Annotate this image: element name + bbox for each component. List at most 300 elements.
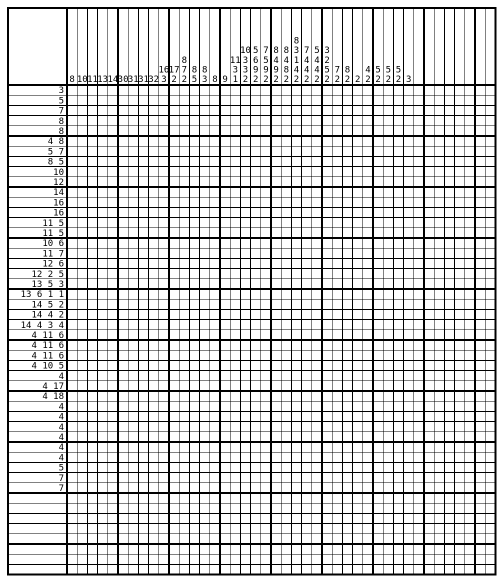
- grid-cell[interactable]: [322, 330, 332, 340]
- grid-cell[interactable]: [281, 513, 291, 523]
- grid-cell[interactable]: [108, 371, 118, 381]
- grid-cell[interactable]: [138, 524, 148, 534]
- grid-cell[interactable]: [98, 462, 108, 472]
- grid-cell[interactable]: [281, 381, 291, 391]
- grid-cell[interactable]: [200, 462, 210, 472]
- grid-cell[interactable]: [404, 350, 414, 360]
- grid-cell[interactable]: [281, 534, 291, 544]
- grid-cell[interactable]: [434, 85, 444, 95]
- grid-cell[interactable]: [220, 442, 230, 452]
- grid-cell[interactable]: [220, 350, 230, 360]
- grid-cell[interactable]: [393, 473, 403, 483]
- grid-cell[interactable]: [220, 411, 230, 421]
- grid-cell[interactable]: [261, 503, 271, 513]
- grid-cell[interactable]: [261, 473, 271, 483]
- grid-cell[interactable]: [67, 85, 77, 95]
- grid-cell[interactable]: [240, 544, 250, 554]
- grid-cell[interactable]: [108, 422, 118, 432]
- grid-cell[interactable]: [363, 381, 373, 391]
- grid-cell[interactable]: [475, 146, 485, 156]
- grid-cell[interactable]: [149, 309, 159, 319]
- grid-cell[interactable]: [353, 513, 363, 523]
- grid-cell[interactable]: [179, 146, 189, 156]
- grid-cell[interactable]: [138, 279, 148, 289]
- grid-cell[interactable]: [312, 401, 322, 411]
- grid-cell[interactable]: [98, 483, 108, 493]
- grid-cell[interactable]: [159, 228, 169, 238]
- grid-cell[interactable]: [302, 330, 312, 340]
- grid-cell[interactable]: [322, 483, 332, 493]
- grid-cell[interactable]: [77, 493, 87, 503]
- grid-cell[interactable]: [159, 401, 169, 411]
- grid-cell[interactable]: [404, 524, 414, 534]
- grid-cell[interactable]: [159, 391, 169, 401]
- grid-cell[interactable]: [67, 462, 77, 472]
- grid-cell[interactable]: [128, 258, 138, 268]
- grid-cell[interactable]: [179, 554, 189, 564]
- grid-cell[interactable]: [251, 493, 261, 503]
- grid-cell[interactable]: [98, 95, 108, 105]
- grid-cell[interactable]: [363, 360, 373, 370]
- grid-cell[interactable]: [210, 177, 220, 187]
- grid-cell[interactable]: [291, 279, 301, 289]
- grid-cell[interactable]: [118, 197, 128, 207]
- grid-cell[interactable]: [169, 85, 179, 95]
- grid-cell[interactable]: [475, 248, 485, 258]
- grid-cell[interactable]: [475, 401, 485, 411]
- grid-cell[interactable]: [108, 534, 118, 544]
- grid-cell[interactable]: [240, 493, 250, 503]
- grid-cell[interactable]: [332, 187, 342, 197]
- grid-cell[interactable]: [169, 126, 179, 136]
- grid-cell[interactable]: [271, 381, 281, 391]
- grid-cell[interactable]: [240, 136, 250, 146]
- grid-cell[interactable]: [383, 177, 393, 187]
- grid-cell[interactable]: [189, 340, 199, 350]
- grid-cell[interactable]: [465, 289, 475, 299]
- grid-cell[interactable]: [67, 197, 77, 207]
- grid-cell[interactable]: [444, 167, 454, 177]
- grid-cell[interactable]: [271, 422, 281, 432]
- grid-cell[interactable]: [322, 422, 332, 432]
- grid-cell[interactable]: [159, 167, 169, 177]
- grid-cell[interactable]: [159, 554, 169, 564]
- grid-cell[interactable]: [342, 564, 352, 574]
- grid-cell[interactable]: [404, 85, 414, 95]
- grid-cell[interactable]: [302, 248, 312, 258]
- grid-cell[interactable]: [189, 116, 199, 126]
- grid-cell[interactable]: [149, 238, 159, 248]
- grid-cell[interactable]: [353, 350, 363, 360]
- grid-cell[interactable]: [444, 299, 454, 309]
- grid-cell[interactable]: [179, 167, 189, 177]
- grid-cell[interactable]: [220, 371, 230, 381]
- grid-cell[interactable]: [210, 309, 220, 319]
- grid-cell[interactable]: [312, 156, 322, 166]
- grid-cell[interactable]: [322, 269, 332, 279]
- grid-cell[interactable]: [200, 126, 210, 136]
- grid-cell[interactable]: [291, 493, 301, 503]
- grid-cell[interactable]: [475, 462, 485, 472]
- grid-cell[interactable]: [138, 105, 148, 115]
- grid-cell[interactable]: [251, 411, 261, 421]
- grid-cell[interactable]: [240, 218, 250, 228]
- grid-cell[interactable]: [138, 422, 148, 432]
- grid-cell[interactable]: [322, 411, 332, 421]
- grid-cell[interactable]: [291, 320, 301, 330]
- grid-cell[interactable]: [332, 320, 342, 330]
- grid-cell[interactable]: [98, 228, 108, 238]
- grid-cell[interactable]: [220, 299, 230, 309]
- grid-cell[interactable]: [189, 156, 199, 166]
- grid-cell[interactable]: [444, 330, 454, 340]
- grid-cell[interactable]: [87, 207, 97, 217]
- grid-cell[interactable]: [475, 371, 485, 381]
- grid-cell[interactable]: [322, 299, 332, 309]
- grid-cell[interactable]: [251, 136, 261, 146]
- grid-cell[interactable]: [281, 105, 291, 115]
- grid-cell[interactable]: [200, 136, 210, 146]
- grid-cell[interactable]: [475, 126, 485, 136]
- grid-cell[interactable]: [353, 493, 363, 503]
- grid-cell[interactable]: [67, 95, 77, 105]
- grid-cell[interactable]: [312, 248, 322, 258]
- grid-cell[interactable]: [393, 238, 403, 248]
- grid-cell[interactable]: [291, 136, 301, 146]
- grid-cell[interactable]: [271, 452, 281, 462]
- grid-cell[interactable]: [159, 462, 169, 472]
- grid-cell[interactable]: [302, 289, 312, 299]
- grid-cell[interactable]: [128, 371, 138, 381]
- grid-cell[interactable]: [455, 167, 465, 177]
- grid-cell[interactable]: [383, 381, 393, 391]
- grid-cell[interactable]: [118, 544, 128, 554]
- grid-cell[interactable]: [189, 289, 199, 299]
- grid-cell[interactable]: [444, 218, 454, 228]
- grid-cell[interactable]: [291, 299, 301, 309]
- grid-cell[interactable]: [322, 207, 332, 217]
- grid-cell[interactable]: [444, 269, 454, 279]
- grid-cell[interactable]: [383, 432, 393, 442]
- grid-cell[interactable]: [67, 544, 77, 554]
- grid-cell[interactable]: [363, 411, 373, 421]
- grid-cell[interactable]: [414, 422, 424, 432]
- grid-cell[interactable]: [444, 473, 454, 483]
- grid-cell[interactable]: [98, 320, 108, 330]
- grid-cell[interactable]: [332, 483, 342, 493]
- grid-cell[interactable]: [414, 473, 424, 483]
- grid-cell[interactable]: [465, 391, 475, 401]
- grid-cell[interactable]: [485, 167, 495, 177]
- grid-cell[interactable]: [169, 473, 179, 483]
- grid-cell[interactable]: [240, 442, 250, 452]
- grid-cell[interactable]: [434, 483, 444, 493]
- grid-cell[interactable]: [291, 126, 301, 136]
- grid-cell[interactable]: [434, 493, 444, 503]
- grid-cell[interactable]: [189, 371, 199, 381]
- grid-cell[interactable]: [271, 126, 281, 136]
- grid-cell[interactable]: [485, 381, 495, 391]
- grid-cell[interactable]: [485, 289, 495, 299]
- grid-cell[interactable]: [332, 258, 342, 268]
- grid-cell[interactable]: [404, 381, 414, 391]
- grid-cell[interactable]: [404, 95, 414, 105]
- grid-cell[interactable]: [118, 483, 128, 493]
- grid-cell[interactable]: [383, 228, 393, 238]
- grid-cell[interactable]: [261, 299, 271, 309]
- grid-cell[interactable]: [302, 462, 312, 472]
- grid-cell[interactable]: [393, 299, 403, 309]
- grid-cell[interactable]: [363, 391, 373, 401]
- grid-cell[interactable]: [251, 391, 261, 401]
- grid-cell[interactable]: [251, 513, 261, 523]
- grid-cell[interactable]: [149, 554, 159, 564]
- grid-cell[interactable]: [363, 564, 373, 574]
- grid-cell[interactable]: [322, 116, 332, 126]
- grid-cell[interactable]: [271, 442, 281, 452]
- grid-cell[interactable]: [159, 330, 169, 340]
- grid-cell[interactable]: [189, 279, 199, 289]
- grid-cell[interactable]: [404, 371, 414, 381]
- grid-cell[interactable]: [138, 320, 148, 330]
- grid-cell[interactable]: [322, 534, 332, 544]
- grid-cell[interactable]: [414, 462, 424, 472]
- grid-cell[interactable]: [210, 371, 220, 381]
- grid-cell[interactable]: [475, 544, 485, 554]
- grid-cell[interactable]: [220, 289, 230, 299]
- grid-cell[interactable]: [485, 442, 495, 452]
- grid-cell[interactable]: [444, 411, 454, 421]
- grid-cell[interactable]: [424, 299, 434, 309]
- grid-cell[interactable]: [383, 187, 393, 197]
- grid-cell[interactable]: [444, 156, 454, 166]
- grid-cell[interactable]: [393, 197, 403, 207]
- grid-cell[interactable]: [281, 544, 291, 554]
- grid-cell[interactable]: [475, 309, 485, 319]
- grid-cell[interactable]: [332, 218, 342, 228]
- grid-cell[interactable]: [455, 309, 465, 319]
- grid-cell[interactable]: [159, 105, 169, 115]
- grid-cell[interactable]: [210, 136, 220, 146]
- grid-cell[interactable]: [251, 401, 261, 411]
- grid-cell[interactable]: [271, 493, 281, 503]
- grid-cell[interactable]: [404, 218, 414, 228]
- grid-cell[interactable]: [363, 309, 373, 319]
- grid-cell[interactable]: [240, 524, 250, 534]
- grid-cell[interactable]: [353, 95, 363, 105]
- grid-cell[interactable]: [149, 462, 159, 472]
- grid-cell[interactable]: [281, 269, 291, 279]
- grid-cell[interactable]: [424, 330, 434, 340]
- grid-cell[interactable]: [67, 289, 77, 299]
- grid-cell[interactable]: [342, 554, 352, 564]
- grid-cell[interactable]: [393, 360, 403, 370]
- grid-cell[interactable]: [179, 442, 189, 452]
- grid-cell[interactable]: [281, 167, 291, 177]
- grid-cell[interactable]: [291, 381, 301, 391]
- grid-cell[interactable]: [251, 218, 261, 228]
- grid-cell[interactable]: [87, 422, 97, 432]
- grid-cell[interactable]: [128, 105, 138, 115]
- grid-cell[interactable]: [220, 105, 230, 115]
- grid-cell[interactable]: [118, 391, 128, 401]
- grid-cell[interactable]: [128, 228, 138, 238]
- grid-cell[interactable]: [312, 187, 322, 197]
- grid-cell[interactable]: [393, 432, 403, 442]
- grid-cell[interactable]: [230, 187, 240, 197]
- grid-cell[interactable]: [67, 350, 77, 360]
- grid-cell[interactable]: [363, 554, 373, 564]
- grid-cell[interactable]: [87, 473, 97, 483]
- grid-cell[interactable]: [87, 452, 97, 462]
- grid-cell[interactable]: [149, 116, 159, 126]
- grid-cell[interactable]: [128, 289, 138, 299]
- grid-cell[interactable]: [118, 564, 128, 574]
- grid-cell[interactable]: [383, 156, 393, 166]
- grid-cell[interactable]: [128, 544, 138, 554]
- grid-cell[interactable]: [332, 330, 342, 340]
- grid-cell[interactable]: [169, 95, 179, 105]
- grid-cell[interactable]: [271, 228, 281, 238]
- grid-cell[interactable]: [312, 330, 322, 340]
- grid-cell[interactable]: [98, 207, 108, 217]
- grid-cell[interactable]: [149, 371, 159, 381]
- grid-cell[interactable]: [210, 381, 220, 391]
- grid-cell[interactable]: [240, 238, 250, 248]
- grid-cell[interactable]: [485, 411, 495, 421]
- grid-cell[interactable]: [455, 330, 465, 340]
- grid-cell[interactable]: [200, 258, 210, 268]
- grid-cell[interactable]: [342, 85, 352, 95]
- grid-cell[interactable]: [108, 330, 118, 340]
- grid-cell[interactable]: [434, 534, 444, 544]
- grid-cell[interactable]: [138, 534, 148, 544]
- grid-cell[interactable]: [322, 462, 332, 472]
- grid-cell[interactable]: [159, 207, 169, 217]
- grid-cell[interactable]: [98, 218, 108, 228]
- grid-cell[interactable]: [485, 452, 495, 462]
- grid-cell[interactable]: [159, 279, 169, 289]
- grid-cell[interactable]: [353, 381, 363, 391]
- grid-cell[interactable]: [383, 218, 393, 228]
- grid-cell[interactable]: [363, 534, 373, 544]
- grid-cell[interactable]: [138, 146, 148, 156]
- grid-cell[interactable]: [302, 513, 312, 523]
- grid-cell[interactable]: [281, 116, 291, 126]
- grid-cell[interactable]: [414, 442, 424, 452]
- grid-cell[interactable]: [291, 452, 301, 462]
- grid-cell[interactable]: [159, 156, 169, 166]
- grid-cell[interactable]: [444, 289, 454, 299]
- grid-cell[interactable]: [108, 289, 118, 299]
- grid-cell[interactable]: [179, 156, 189, 166]
- grid-cell[interactable]: [271, 197, 281, 207]
- grid-cell[interactable]: [220, 187, 230, 197]
- grid-cell[interactable]: [332, 554, 342, 564]
- grid-cell[interactable]: [393, 95, 403, 105]
- grid-cell[interactable]: [363, 238, 373, 248]
- grid-cell[interactable]: [322, 105, 332, 115]
- grid-cell[interactable]: [353, 248, 363, 258]
- grid-cell[interactable]: [383, 320, 393, 330]
- grid-cell[interactable]: [128, 309, 138, 319]
- grid-cell[interactable]: [383, 411, 393, 421]
- grid-cell[interactable]: [281, 85, 291, 95]
- grid-cell[interactable]: [230, 116, 240, 126]
- grid-cell[interactable]: [210, 432, 220, 442]
- grid-cell[interactable]: [67, 524, 77, 534]
- grid-cell[interactable]: [465, 167, 475, 177]
- grid-cell[interactable]: [230, 473, 240, 483]
- grid-cell[interactable]: [240, 473, 250, 483]
- grid-cell[interactable]: [240, 350, 250, 360]
- grid-cell[interactable]: [424, 544, 434, 554]
- grid-cell[interactable]: [414, 197, 424, 207]
- grid-cell[interactable]: [271, 95, 281, 105]
- grid-cell[interactable]: [455, 554, 465, 564]
- grid-cell[interactable]: [312, 381, 322, 391]
- grid-cell[interactable]: [220, 452, 230, 462]
- grid-cell[interactable]: [404, 105, 414, 115]
- grid-cell[interactable]: [240, 228, 250, 238]
- grid-cell[interactable]: [98, 309, 108, 319]
- grid-cell[interactable]: [302, 411, 312, 421]
- grid-cell[interactable]: [485, 258, 495, 268]
- grid-cell[interactable]: [169, 197, 179, 207]
- grid-cell[interactable]: [108, 432, 118, 442]
- grid-cell[interactable]: [240, 177, 250, 187]
- grid-cell[interactable]: [383, 167, 393, 177]
- grid-cell[interactable]: [455, 197, 465, 207]
- grid-cell[interactable]: [485, 564, 495, 574]
- grid-cell[interactable]: [77, 411, 87, 421]
- grid-cell[interactable]: [434, 422, 444, 432]
- grid-cell[interactable]: [455, 391, 465, 401]
- grid-cell[interactable]: [393, 85, 403, 95]
- grid-cell[interactable]: [332, 269, 342, 279]
- grid-cell[interactable]: [87, 258, 97, 268]
- grid-cell[interactable]: [220, 524, 230, 534]
- grid-cell[interactable]: [312, 473, 322, 483]
- grid-cell[interactable]: [98, 156, 108, 166]
- grid-cell[interactable]: [128, 524, 138, 534]
- grid-cell[interactable]: [200, 401, 210, 411]
- grid-cell[interactable]: [87, 95, 97, 105]
- grid-cell[interactable]: [251, 258, 261, 268]
- grid-cell[interactable]: [444, 340, 454, 350]
- grid-cell[interactable]: [291, 411, 301, 421]
- grid-cell[interactable]: [251, 167, 261, 177]
- grid-cell[interactable]: [169, 248, 179, 258]
- grid-cell[interactable]: [414, 360, 424, 370]
- grid-cell[interactable]: [393, 340, 403, 350]
- grid-cell[interactable]: [444, 238, 454, 248]
- grid-cell[interactable]: [393, 207, 403, 217]
- grid-cell[interactable]: [200, 473, 210, 483]
- grid-cell[interactable]: [200, 391, 210, 401]
- grid-cell[interactable]: [149, 85, 159, 95]
- grid-cell[interactable]: [220, 401, 230, 411]
- grid-cell[interactable]: [271, 554, 281, 564]
- grid-cell[interactable]: [240, 330, 250, 340]
- grid-cell[interactable]: [404, 207, 414, 217]
- grid-cell[interactable]: [373, 544, 383, 554]
- grid-cell[interactable]: [302, 146, 312, 156]
- grid-cell[interactable]: [67, 432, 77, 442]
- grid-cell[interactable]: [108, 258, 118, 268]
- grid-cell[interactable]: [424, 350, 434, 360]
- grid-cell[interactable]: [475, 411, 485, 421]
